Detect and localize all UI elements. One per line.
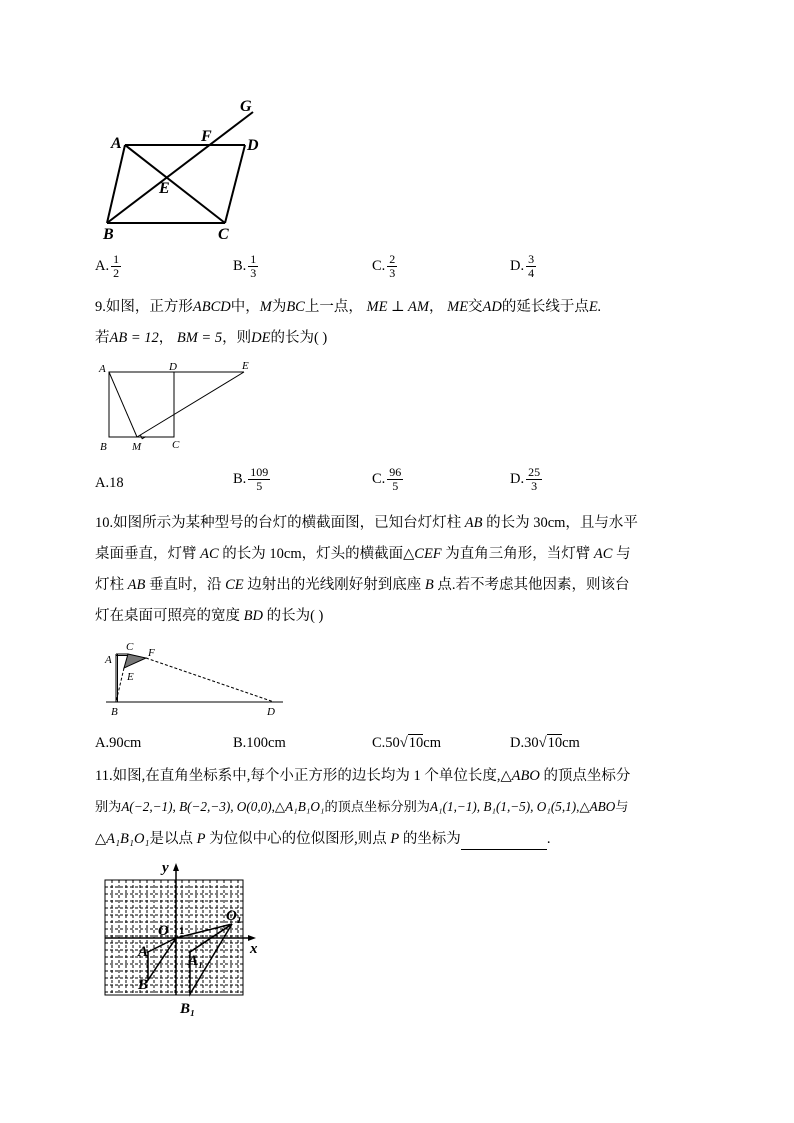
q10-option-c: C.50√10cm: [372, 735, 441, 751]
figure-q10-lamp: [98, 636, 290, 722]
q9-option-c: C. $\frac{96}{5}$: [372, 465, 402, 493]
q10-line-1: 10.如图所示为某种型号的台灯的横截面图，已知台灯灯柱 AB 的长为 30cm，且与水平: [95, 515, 638, 531]
label-D: D: [169, 361, 177, 373]
q8-option-b: B. $\frac{1}{3}$: [233, 252, 257, 280]
label-y: y: [162, 860, 169, 876]
label-M: M: [132, 441, 142, 453]
q8-option-d: D. $\frac{3}{4}$: [510, 252, 535, 280]
q10-line-4: 灯在桌面可照亮的宽度 BD 的长为( ): [95, 608, 324, 624]
label-B: B: [111, 706, 118, 718]
q10-option-a: A.90cm: [95, 735, 142, 751]
q10-line-3: 灯柱 AB 垂直时，沿 CE 边射出的光线刚好射到底座 B 点.若不考虑其他因素，则该台: [95, 577, 630, 593]
label-F: F: [201, 128, 212, 145]
label-C: C: [172, 439, 180, 451]
answer-blank: [461, 835, 547, 850]
q9-line-1: 9.如图，正方形ABCD中，M为BC上一点， ME ⊥ AM， ME交AD的延长线于点E.: [95, 299, 602, 315]
label-A: A: [99, 363, 106, 375]
label-A: A: [138, 944, 149, 960]
q10-option-b: B.100cm: [233, 735, 286, 751]
q9-option-a: A.18: [95, 475, 124, 491]
label-G: G: [240, 98, 252, 115]
label-E: E: [242, 360, 249, 372]
q9-option-d: D. $\frac{25}{3}$: [510, 465, 541, 493]
q8-option-c: C. $\frac{2}{3}$: [372, 252, 396, 280]
y-axis-arrow: [173, 863, 179, 871]
label-B: B: [100, 441, 107, 453]
label-F: F: [148, 647, 155, 659]
label-D: D: [267, 706, 275, 718]
figure-q8-parallelogram: [95, 95, 275, 245]
label-A: A: [105, 654, 112, 666]
q9-option-b: B. $\frac{109}{5}$: [233, 465, 269, 493]
q11-line-2: 别为A(−2,−1), B(−2,−3), O(0,0),△A₁B₁O₁的顶点坐标分别为A₁(1,−1), B₁(1,−5), O₁(5,1),△ABO与: [95, 799, 629, 814]
q10-line-2: 桌面垂直，灯臂 AC 的长为 10cm，灯头的横截面△CEF 为直角三角形，当灯臂 AC 与: [95, 546, 631, 562]
label-B: B: [138, 977, 149, 993]
label-A: A: [111, 135, 122, 152]
label-B1: B₁: [180, 1001, 196, 1017]
figure-q9-square: [95, 356, 265, 456]
q8-option-a: A. $\frac{1}{2}$: [95, 252, 120, 280]
label-O: O: [158, 923, 169, 939]
tick-label-1: 1: [179, 925, 185, 937]
label-B: B: [103, 226, 114, 243]
triangle-ABO: [148, 938, 176, 980]
lamp-head-triangle: [124, 654, 146, 668]
label-D: D: [247, 137, 259, 154]
q9-line-2: 若AB = 12， BM = 5，则DE的长为( ): [95, 330, 328, 346]
q11-line-3: △A₁B₁O₁是以点 P 为位似中心的位似图形,则点 P 的坐标为 .: [95, 828, 550, 850]
label-C: C: [126, 641, 134, 653]
q11-line-1: 11.如图,在直角坐标系中,每个小正方形的边长均为 1 个单位长度,△ABO 的顶点坐标分: [95, 768, 631, 784]
q10-option-d: D.30√10cm: [510, 735, 580, 751]
label-O1: O₁: [226, 908, 243, 924]
label-E: E: [159, 180, 170, 197]
label-x: x: [250, 941, 258, 957]
figure-q11-grid: [100, 858, 265, 1020]
label-A1: A₁: [188, 953, 204, 969]
label-C: C: [218, 226, 229, 243]
label-E: E: [127, 671, 134, 683]
